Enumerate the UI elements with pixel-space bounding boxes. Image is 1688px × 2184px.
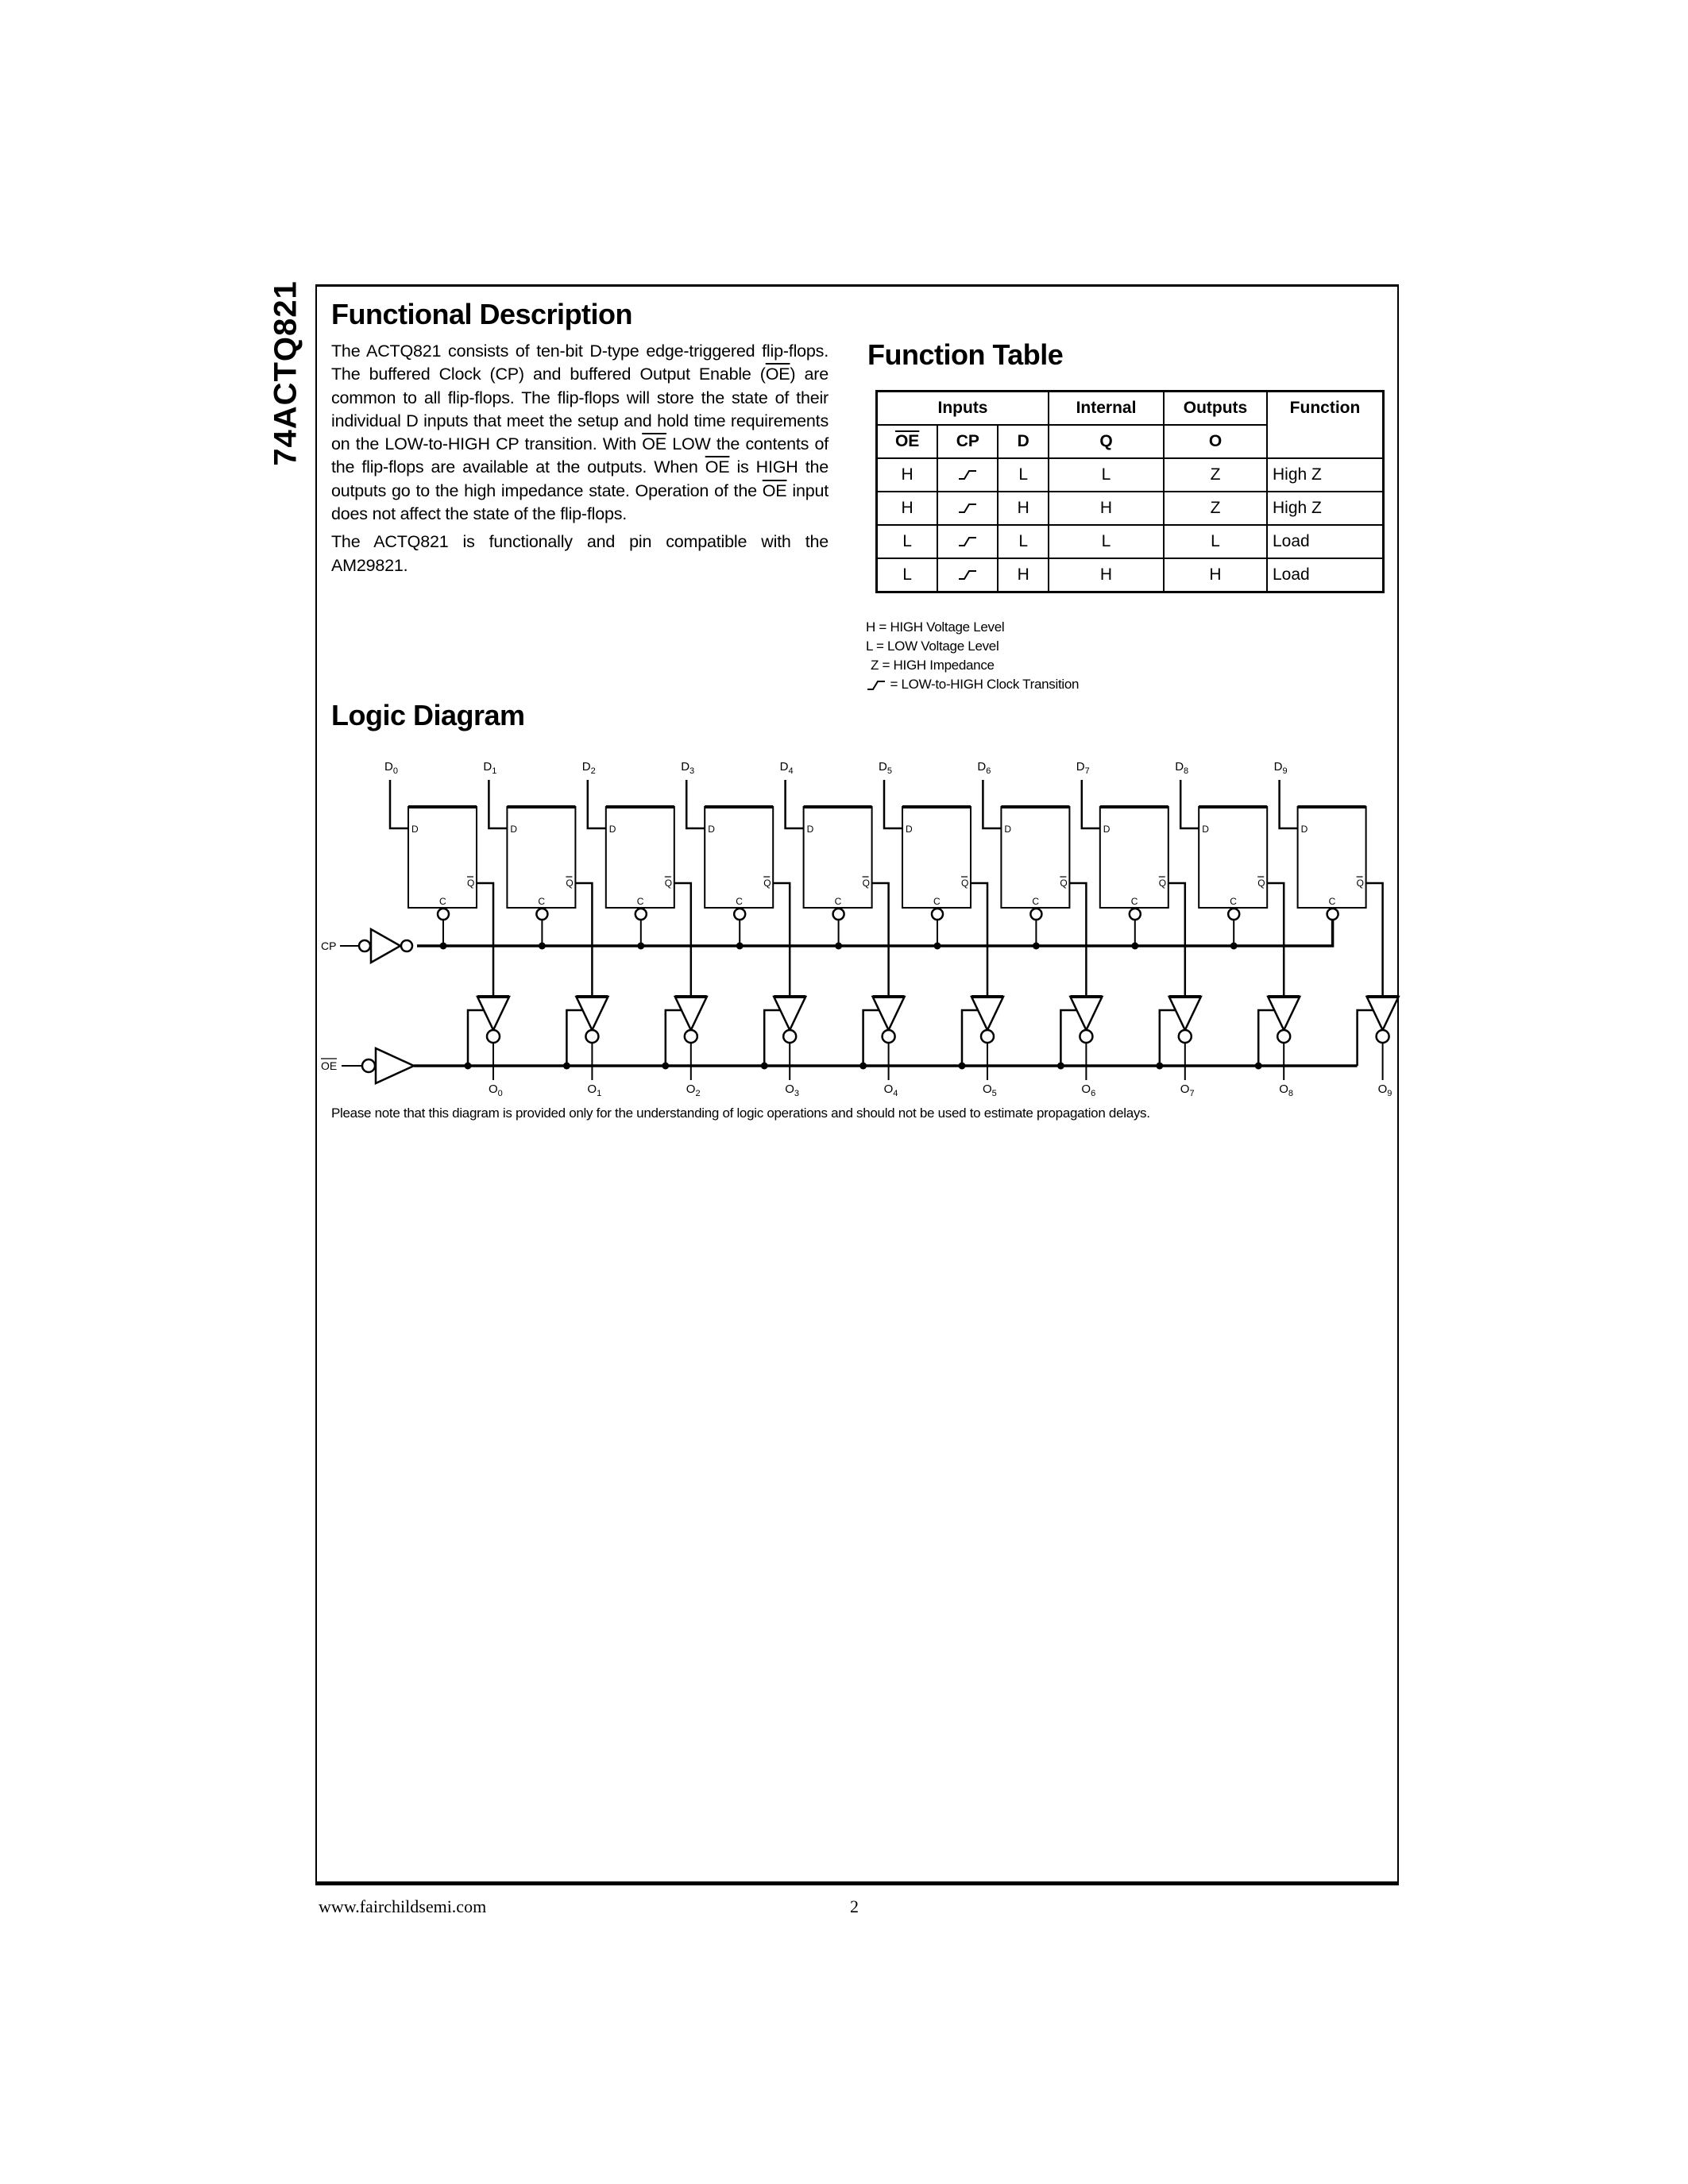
output-label-o5: $O_5$ [983,1082,997,1098]
pin-c-label: C [1032,896,1040,907]
cell-oe: L [877,558,938,592]
output-label-o7: $O_7$ [1180,1082,1195,1098]
cell-d: H [998,492,1049,525]
d-flip-flop [705,807,773,908]
cell-function: High Z [1267,458,1384,492]
output-inversion-bubble [981,1030,994,1043]
enable-wire [1258,1010,1274,1066]
cell-o: Z [1164,458,1267,492]
tristate-buffer [873,997,905,1030]
pin-d-label: D [608,824,616,835]
d-input-wire [786,780,804,828]
d-flip-flop [1100,807,1168,908]
pin-d-label: D [708,824,715,835]
input-label-d2: $D_2$ [581,760,596,776]
d-input-wire [588,780,606,828]
cell-o: Z [1164,492,1267,525]
enable-wire [566,1010,582,1066]
output-inversion-bubble [1080,1030,1092,1043]
tristate-buffer [477,997,509,1030]
output-label-o3: $O_3$ [785,1082,799,1098]
pin-qbar-label: Q [862,878,870,889]
logic-diagram-heading: Logic Diagram [331,699,525,731]
pin-qbar-label: Q [566,878,574,889]
d-input-wire [390,780,408,828]
cp-label: CP [321,940,337,952]
output-inversion-bubble [487,1030,500,1043]
qbar-output-wire [1168,883,1185,997]
diagram-note: Please note that this diagram is provided only for the understanding of logic operations and should not be used to estimate propagation delays. [331,1106,1150,1121]
text-segment: input does not affect the state of the flip-flops. [331,480,829,524]
oe-overline-text: $\overline{OE}$ [705,457,730,477]
d-flip-flop [507,807,575,908]
text-segment: is HIGH the outputs go to the high impedance state. Operation of the [331,457,829,500]
qbar-output-wire [1267,883,1284,997]
pin-c-label: C [636,896,644,907]
cell-o: L [1164,525,1267,558]
d-flip-flop [1001,807,1069,908]
legend-clock-text: = LOW-to-HIGH Clock Transition [890,677,1080,692]
pin-d-label: D [411,824,419,835]
input-label-d7: $D_7$ [1076,760,1090,776]
pin-d-label: D [510,824,518,835]
pin-c-label: C [1230,896,1237,907]
enable-wire [666,1010,682,1066]
pin-c-label: C [834,896,842,907]
qbar-output-wire [971,883,987,997]
pin-qbar-label: Q [1158,878,1167,889]
pin-c-label: C [736,896,743,907]
clock-inversion-bubble [438,909,449,920]
d-input-wire [983,780,1001,828]
output-inversion-bubble [585,1030,598,1043]
cp-output-bubble [401,940,412,951]
text-segment: ) are common to all flip-flops. The flip-flops will store the state of their individual D inputs that meet the setup and hold time requirements on the LOW-to-HIGH CP transition. With [331,365,829,454]
cell-q: L [1049,525,1164,558]
output-inversion-bubble [685,1030,697,1043]
output-inversion-bubble [1277,1030,1290,1043]
input-label-d8: $D_8$ [1175,760,1189,776]
enable-wire [863,1010,879,1066]
output-label-o4: $O_4$ [883,1082,898,1098]
d-input-wire [489,780,507,828]
cell-oe: L [877,525,938,558]
qbar-output-wire [477,883,493,997]
cell-o: H [1164,558,1267,592]
output-inversion-bubble [1377,1030,1389,1043]
cell-d: L [998,525,1049,558]
pin-d-label: D [806,824,814,835]
pin-qbar-label: Q [1060,878,1068,889]
d-flip-flop [902,807,971,908]
cell-function: Load [1267,558,1384,592]
output-inversion-bubble [1179,1030,1192,1043]
output-inversion-bubble [783,1030,796,1043]
oe-input-bubble [362,1059,375,1072]
legend-z: Z = HIGH Impedance [871,658,995,673]
tristate-buffer [1169,997,1201,1030]
qbar-output-wire [872,883,889,997]
input-label-d3: $D_3$ [681,760,695,776]
clock-inversion-bubble [833,909,844,920]
output-label-o1: $O_1$ [587,1082,602,1098]
oe-overline-text: $\overline{OE}$ [765,365,790,384]
output-label-o6: $O_6$ [1081,1082,1096,1098]
col-cp: CP [937,425,998,458]
header-internal: Internal [1049,392,1164,426]
function-table-heading: Function Table [867,338,1064,371]
pin-d-label: D [1103,824,1111,835]
d-input-wire [884,780,902,828]
description-paragraph-2: The ACTQ821 is functionally and pin compatible with the AM29821. [331,532,829,575]
part-number-side-title: 74ACTQ821 [268,280,303,466]
cell-q: L [1049,458,1164,492]
oe-buffer [376,1048,414,1083]
pin-c-label: C [1130,896,1138,907]
pin-d-label: D [906,824,913,835]
pin-c-label: C [538,896,546,907]
d-input-wire [686,780,705,828]
legend-l: L = LOW Voltage Level [866,639,999,654]
enable-wire [468,1010,484,1066]
output-label-o2: $O_2$ [686,1082,701,1098]
output-label-o8: $O_8$ [1279,1082,1293,1098]
tristate-buffer [774,997,805,1030]
enable-wire [962,1010,978,1066]
col-q: Q [1049,425,1164,458]
tristate-buffer [1268,997,1300,1030]
clock-inversion-bubble [1130,909,1141,920]
cp-buffer [371,929,400,963]
col-oe: $\overline{OE}$ [877,425,938,458]
enable-wire [764,1010,780,1066]
cp-bus [417,920,1333,946]
cell-q: H [1049,492,1164,525]
footer-url[interactable]: www.fairchildsemi.com [319,1897,487,1916]
tristate-buffer [1070,997,1102,1030]
cell-d: H [998,558,1049,592]
header-outputs: Outputs [1164,392,1267,426]
pin-qbar-label: Q [961,878,969,889]
d-flip-flop [1298,807,1366,908]
input-label-d9: $D_9$ [1273,760,1288,776]
pin-c-label: C [1328,896,1336,907]
input-label-d0: $D_0$ [384,760,398,776]
cell-oe: H [877,458,938,492]
legend-h: H = HIGH Voltage Level [866,619,1005,635]
text-segment: LOW the contents of the flip-flops are available at the outputs. When [331,434,829,477]
cell-function: Load [1267,525,1384,558]
col-o: O [1164,425,1267,458]
clock-inversion-bubble [734,909,745,920]
tristate-buffer [576,997,608,1030]
d-flip-flop [408,807,477,908]
page-number: 2 [850,1897,859,1916]
oe-label: OE [321,1059,338,1072]
clock-inversion-bubble [932,909,943,920]
d-input-wire [1082,780,1100,828]
cell-d: L [998,458,1049,492]
pin-d-label: D [1004,824,1012,835]
pin-c-label: C [933,896,941,907]
text-segment: The ACTQ821 consists of ten-bit D-type edge-triggered flip-flops. The buffered Clock (CP) and buffered Output Enable ( [331,341,829,384]
clock-inversion-bubble [1030,909,1041,920]
output-label-o9: $O_9$ [1377,1082,1393,1098]
clock-inversion-bubble [1228,909,1239,920]
header-inputs: Inputs [877,392,1049,426]
pin-qbar-label: Q [1257,878,1265,889]
clock-inversion-bubble [1327,909,1338,920]
pin-d-label: D [1300,824,1308,835]
input-label-d5: $D_5$ [879,760,892,776]
output-inversion-bubble [883,1030,895,1043]
cp-input-bubble [359,940,370,951]
qbar-output-wire [1366,883,1383,997]
qbar-output-wire [773,883,790,997]
qbar-output-wire [575,883,592,997]
oe-overline-text: $\overline{OE}$ [642,434,666,454]
clock-inversion-bubble [635,909,647,920]
d-flip-flop [1199,807,1267,908]
enable-wire [1358,1010,1373,1066]
pin-qbar-label: Q [664,878,673,889]
pin-d-label: D [1202,824,1209,835]
functional-description-heading: Functional Description [331,298,633,330]
cell-oe: H [877,492,938,525]
tristate-buffer [971,997,1003,1030]
cell-q: H [1049,558,1164,592]
clock-inversion-bubble [536,909,547,920]
input-label-d6: $D_6$ [977,760,991,776]
d-flip-flop [804,807,872,908]
input-label-d4: $D_4$ [779,760,794,776]
enable-wire [1160,1010,1176,1066]
pin-c-label: C [439,896,446,907]
d-flip-flop [606,807,674,908]
oe-overline-text: $\overline{OE}$ [762,480,787,500]
output-label-o0: $O_0$ [489,1082,503,1098]
col-d: D [998,425,1049,458]
d-input-wire [1280,780,1298,828]
tristate-buffer [675,997,707,1030]
tristate-buffer [1367,997,1399,1030]
enable-wire [1060,1010,1076,1066]
qbar-output-wire [1069,883,1086,997]
pin-qbar-label: Q [763,878,771,889]
qbar-output-wire [674,883,691,997]
pin-qbar-label: Q [1356,878,1364,889]
pin-qbar-label: Q [467,878,475,889]
header-function: Function [1267,392,1384,459]
d-input-wire [1180,780,1199,828]
input-label-d1: $D_1$ [483,760,497,776]
cell-function: High Z [1267,492,1384,525]
